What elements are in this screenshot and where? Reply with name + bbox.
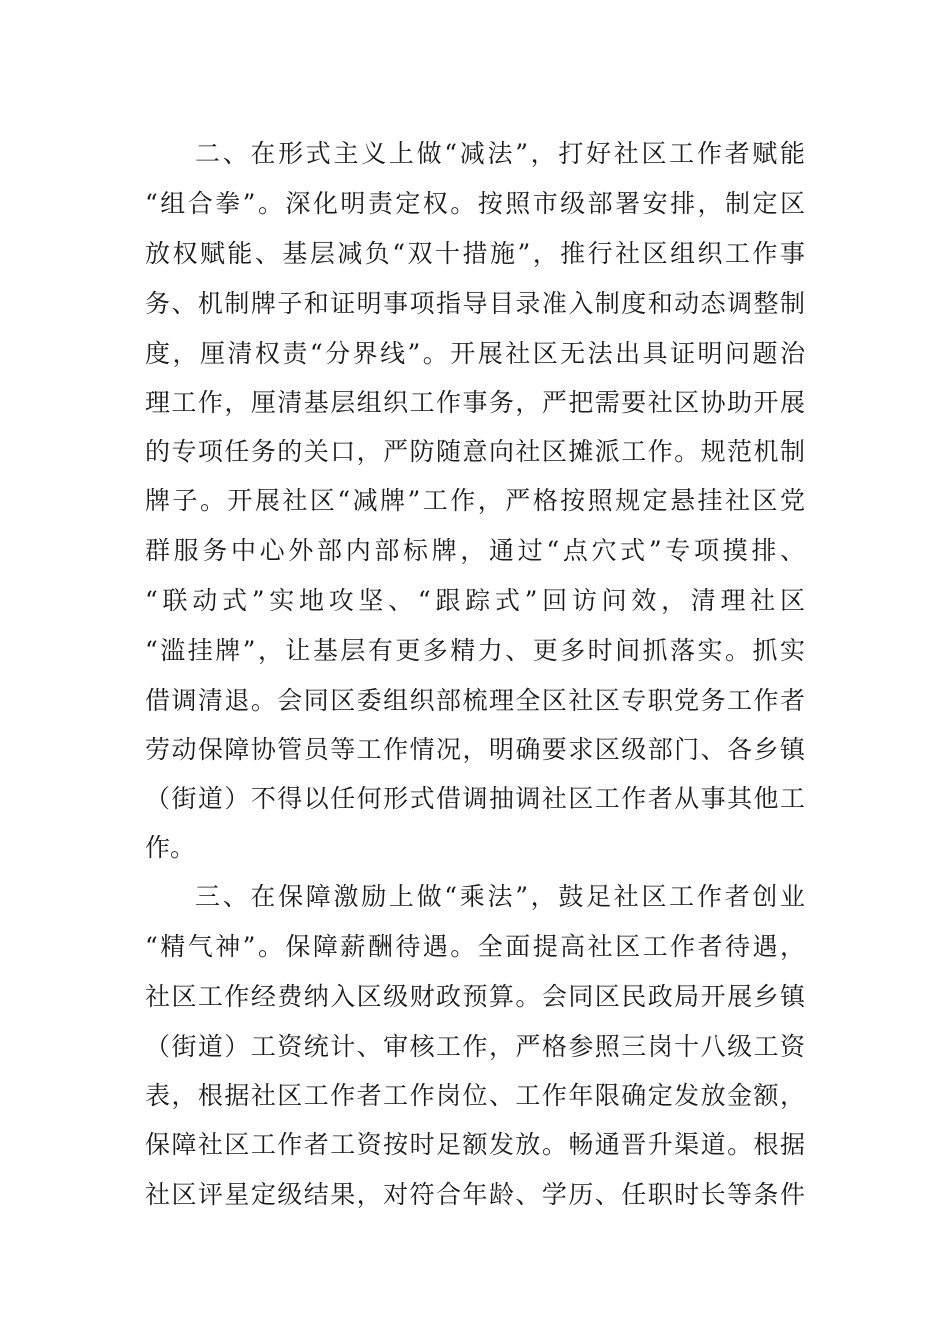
paragraph-1-line-9: 群服务中心外部内部标牌，通过“点穴式”专项摸排、 — [145, 536, 805, 565]
paragraph-1-line-10: “联动式”实地攻坚、“跟踪式”回访问效，清理社区 — [145, 586, 805, 615]
paragraph-1-line-3: 放权赋能、基层减负“双十措施”，推行社区组织工作事 — [145, 239, 805, 268]
paragraph-1-line-7: 的专项任务的关口，严防随意向社区摊派工作。规范机制 — [145, 437, 805, 466]
paragraph-2-line-2: “精气神”。保障薪酬待遇。全面提高社区工作者待遇， — [145, 932, 805, 961]
paragraph-1-line-8: 牌子。开展社区“减牌”工作，严格按照规定悬挂社区党 — [145, 486, 805, 515]
paragraph-2-line-7: 社区评星定级结果，对符合年龄、学历、任职时长等条件 — [145, 1180, 805, 1209]
paragraph-1-line-13: 劳动保障协管员等工作情况，明确要求区级部门、各乡镇 — [145, 735, 805, 764]
paragraph-2-line-6: 保障社区工作者工资按时足额发放。畅通晋升渠道。根据 — [145, 1130, 805, 1159]
paragraph-2-line-4: （街道）工资统计、审核工作，严格参照三岗十八级工资 — [145, 1032, 805, 1061]
paragraph-1-line-11: “滥挂牌”，让基层有更多精力、更多时间抓落实。抓实 — [145, 636, 805, 665]
paragraph-1-line-12: 借调清退。会同区委组织部梳理全区社区专职党务工作者 — [145, 686, 805, 715]
paragraph-2-line-3: 社区工作经费纳入区级财政预算。会同区民政局开展乡镇 — [145, 982, 805, 1011]
paragraph-1-line-2: “组合拳”。深化明责定权。按照市级部署安排，制定区 — [145, 189, 805, 218]
paragraph-1-line-4: 务、机制牌子和证明事项指导目录准入制度和动态调整制 — [145, 289, 805, 318]
paragraph-2-line-5: 表，根据社区工作者工作岗位、工作年限确定发放金额， — [145, 1081, 805, 1110]
paragraph-1-line-6: 理工作，厘清基层组织工作事务，严把需要社区协助开展 — [145, 388, 805, 417]
paragraph-1-line-5: 度，厘清权责“分界线”。开展社区无法出具证明问题治 — [145, 339, 805, 368]
paragraph-1-line-14: （街道）不得以任何形式借调抽调社区工作者从事其他工 — [145, 784, 805, 813]
paragraph-1-line-15: 作。 — [145, 833, 196, 862]
paragraph-1-line-1: 二、在形式主义上做“减法”，打好社区工作者赋能 — [195, 139, 805, 168]
paragraph-2-line-1: 三、在保障激励上做“乘法”，鼓足社区工作者创业 — [195, 882, 805, 911]
